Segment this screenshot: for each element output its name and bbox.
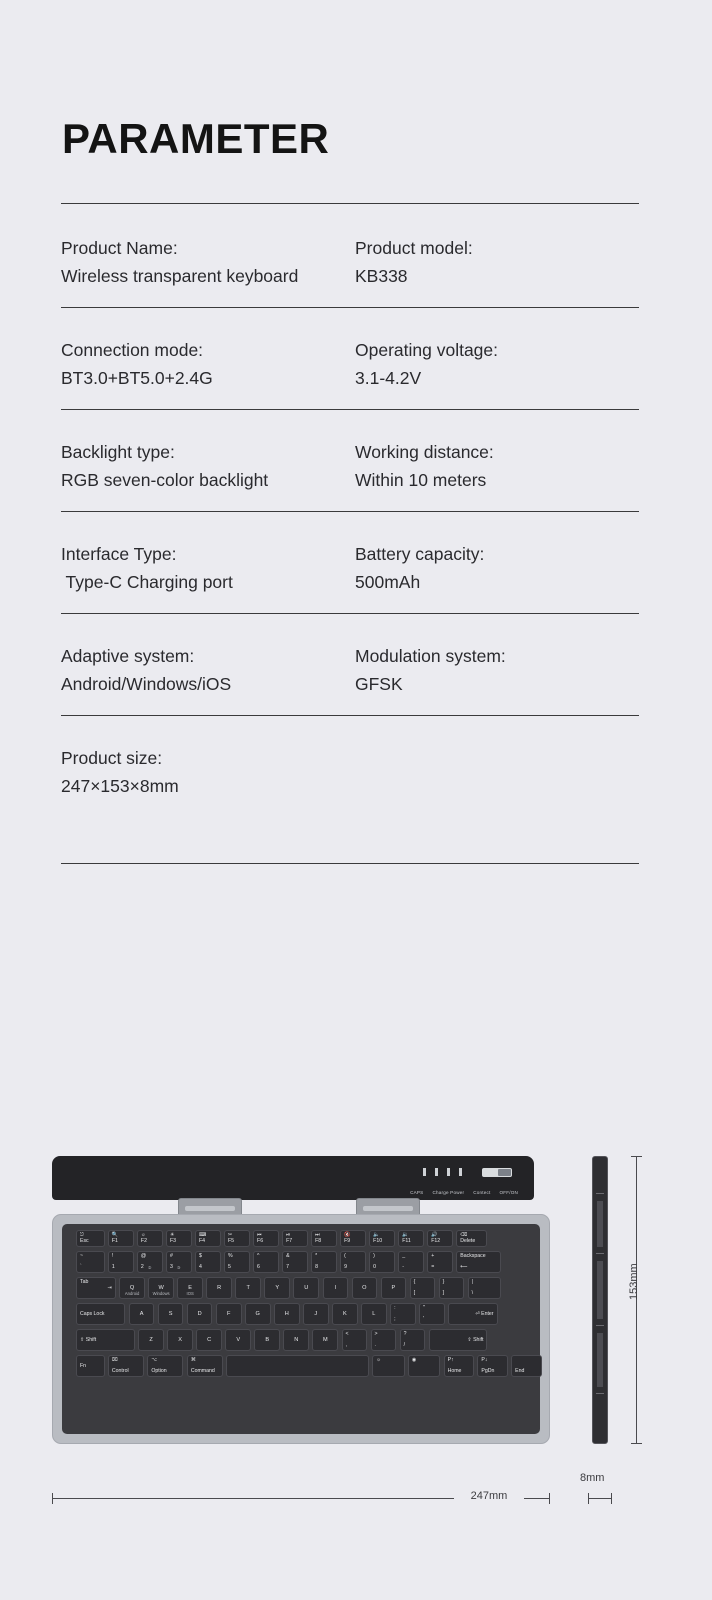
- key-legend-top: &: [286, 1253, 290, 1259]
- keyboard-key[interactable]: [456, 1230, 486, 1247]
- keyboard-key[interactable]: [206, 1277, 232, 1299]
- keyboard-key[interactable]: [147, 1355, 183, 1377]
- keyboard-key[interactable]: [372, 1355, 404, 1377]
- key-legend-bottom: F10: [373, 1237, 383, 1244]
- keyboard-row: [76, 1303, 498, 1325]
- spec-cell-right: [350, 234, 639, 307]
- keyboard-key[interactable]: [311, 1251, 337, 1273]
- keyboard-key[interactable]: [148, 1277, 174, 1299]
- key-legend-center: B: [265, 1337, 270, 1343]
- key-legend-top: 🔈: [373, 1232, 380, 1238]
- keyboard-key[interactable]: [235, 1277, 261, 1299]
- key-legend-bottom: [: [413, 1289, 416, 1296]
- keyboard-key[interactable]: [311, 1230, 337, 1247]
- key-legend-top: 🔉: [402, 1232, 409, 1238]
- spec-value: Type-C Charging port: [61, 572, 233, 593]
- key-legend-right: ⏎ Enter: [475, 1311, 494, 1317]
- keyboard-key[interactable]: [312, 1329, 338, 1351]
- spec-label: Modulation system:: [355, 646, 506, 666]
- keyboard-key[interactable]: [166, 1251, 192, 1273]
- key-legend-center: U: [304, 1285, 309, 1291]
- spec-cell-left: [61, 744, 350, 863]
- key-legend-bottom: F4: [198, 1237, 206, 1244]
- key-legend-right: ⇧ Shift: [467, 1337, 484, 1343]
- label-caps: CAPS: [410, 1190, 424, 1195]
- key-legend-top: 🔇: [344, 1232, 351, 1238]
- key-legend-bottom: ]: [442, 1289, 445, 1296]
- key-legend-top: ⏯: [286, 1232, 291, 1238]
- spec-table: [61, 206, 639, 864]
- keyboard-key[interactable]: [264, 1277, 290, 1299]
- key-legend-top: ⌧: [111, 1357, 118, 1363]
- key-legend-bottom: F6: [257, 1237, 264, 1244]
- keyboard-key[interactable]: [187, 1303, 213, 1325]
- dimension-thickness-label: 8mm: [580, 1472, 605, 1484]
- key-legend-top: }: [442, 1279, 445, 1285]
- key-legend-bottom: 3: [169, 1263, 173, 1270]
- key-legend-top: (: [344, 1253, 346, 1259]
- label-off-on: OFF/ON: [499, 1190, 518, 1195]
- key-legend-top: ☼: [376, 1357, 381, 1363]
- spec-cell-left: [61, 642, 350, 715]
- spec-label: Product model:: [355, 238, 473, 258]
- spec-label: Operating voltage:: [355, 340, 499, 360]
- key-legend-top: :: [394, 1305, 396, 1311]
- key-legend-center: H: [284, 1311, 289, 1317]
- key-legend-top: 🔊: [431, 1232, 438, 1238]
- keyboard-key[interactable]: [195, 1230, 221, 1247]
- keyboard-deck: [62, 1224, 540, 1434]
- spec-value: Wireless transparent keyboard: [61, 266, 299, 287]
- key-legend-top: #: [169, 1253, 173, 1259]
- spec-label: Product size:: [61, 748, 163, 768]
- keyboard-key[interactable]: [369, 1251, 395, 1273]
- key-legend-bottom: 7: [286, 1263, 289, 1270]
- keyboard-key[interactable]: [76, 1251, 105, 1273]
- key-legend-sub: IOS: [186, 1291, 194, 1296]
- key-legend-bottom: 5: [228, 1263, 231, 1270]
- keyboard-key[interactable]: [427, 1251, 453, 1273]
- key-legend-bottom: 4: [198, 1263, 202, 1270]
- keyboard-key[interactable]: [408, 1355, 440, 1377]
- key-legend-top: ⌨: [198, 1232, 207, 1238]
- keyboard-key[interactable]: [419, 1303, 445, 1325]
- key-legend-bottom: 1: [111, 1263, 115, 1270]
- keyboard-key[interactable]: [293, 1277, 319, 1299]
- key-legend-bottom: .: [374, 1341, 376, 1348]
- key-legend-center: R: [217, 1285, 222, 1291]
- key-legend-top: ⌫: [460, 1232, 468, 1238]
- keyboard-key[interactable]: [323, 1277, 349, 1299]
- key-legend-top: ): [373, 1253, 375, 1259]
- key-legend-sub: Windows: [152, 1291, 170, 1296]
- keyboard-key[interactable]: [129, 1303, 155, 1325]
- key-legend-center: L: [372, 1311, 376, 1317]
- keyboard-key[interactable]: [468, 1277, 501, 1299]
- key-legend-bottom: F5: [228, 1237, 235, 1244]
- key-legend-bottom: F1: [111, 1237, 118, 1244]
- table-row: [61, 512, 639, 614]
- key-legend-center: S: [168, 1311, 173, 1317]
- keyboard-key[interactable]: [511, 1355, 541, 1377]
- table-row: [61, 308, 639, 410]
- spec-cell-left: [61, 234, 350, 307]
- key-legend-top: ☀: [169, 1232, 175, 1238]
- spec-cell-left: [61, 540, 350, 613]
- spec-value: GFSK: [355, 674, 403, 695]
- key-legend-center: P: [391, 1285, 396, 1291]
- key-legend-bottom: PgDn: [481, 1367, 495, 1374]
- keyboard-key[interactable]: [427, 1230, 453, 1247]
- keyboard-key[interactable]: [254, 1329, 280, 1351]
- indicator-labels: [410, 1190, 518, 1195]
- key-legend-bottom: F11: [402, 1237, 411, 1244]
- key-legend-center: Y: [275, 1285, 280, 1291]
- keyboard-key[interactable]: [196, 1329, 222, 1351]
- key-legend-top: _: [402, 1253, 406, 1259]
- key-legend-top: ⌘: [190, 1357, 197, 1363]
- key-legend-bottom: 2: [140, 1263, 144, 1270]
- keyboard-key[interactable]: [177, 1277, 203, 1299]
- keyboard-key[interactable]: [400, 1329, 426, 1351]
- spec-label: Backlight type:: [61, 442, 175, 462]
- key-legend-top: ◉: [411, 1357, 417, 1363]
- key-legend-top: ⌥: [151, 1357, 158, 1363]
- keyboard-key[interactable]: [108, 1251, 134, 1273]
- key-legend-bottom: End: [515, 1367, 525, 1374]
- key-legend-top: Tab: [80, 1279, 89, 1285]
- keyboard-key[interactable]: [226, 1355, 369, 1377]
- key-legend-top: !: [111, 1253, 114, 1259]
- keyboard-key[interactable]: [76, 1277, 116, 1299]
- keyboard-key[interactable]: [381, 1277, 407, 1299]
- keyboard-row: [76, 1329, 487, 1351]
- power-switch[interactable]: [482, 1168, 512, 1177]
- keyboard-key[interactable]: [340, 1251, 366, 1273]
- spec-value: 500mAh: [355, 572, 421, 593]
- key-legend-center: A: [139, 1311, 144, 1317]
- table-row: [61, 206, 639, 308]
- key-legend-center: Z: [149, 1337, 153, 1343]
- dimension-line-thickness: [588, 1498, 612, 1499]
- key-legend-bottom: F2: [140, 1237, 147, 1244]
- key-legend-bottom: 0: [373, 1263, 377, 1270]
- spec-value: 247×153×8mm: [61, 776, 179, 797]
- keyboard-key[interactable]: [195, 1251, 221, 1273]
- keyboard-key[interactable]: [456, 1251, 501, 1273]
- spec-cell-right: [350, 642, 639, 715]
- product-illustration: [0, 1140, 712, 1540]
- key-legend-center: I: [334, 1285, 337, 1291]
- key-legend-top: P↑: [447, 1357, 454, 1363]
- keyboard-key[interactable]: [303, 1303, 329, 1325]
- keyboard-key[interactable]: [340, 1230, 366, 1247]
- keyboard-key[interactable]: [158, 1303, 184, 1325]
- key-legend-center: O: [362, 1285, 367, 1291]
- keyboard-body: [52, 1214, 550, 1444]
- key-legend-left: ⇧ Shift: [80, 1337, 97, 1343]
- keyboard-key[interactable]: [398, 1251, 424, 1273]
- key-legend-center: Q: [129, 1285, 135, 1291]
- keyboard-key[interactable]: [76, 1329, 135, 1351]
- key-legend-top: >: [374, 1331, 378, 1337]
- spec-label: Battery capacity:: [355, 544, 485, 564]
- keyboard-key[interactable]: [119, 1277, 145, 1299]
- keyboard-top-panel: [52, 1156, 534, 1200]
- label-contect: Contect: [473, 1190, 491, 1195]
- keyboard-key[interactable]: [224, 1251, 250, 1273]
- keyboard-key[interactable]: [76, 1303, 125, 1325]
- key-legend-bottom: =: [431, 1263, 435, 1270]
- key-legend-bottom: F9: [344, 1237, 351, 1244]
- key-legend-top: ?: [403, 1331, 407, 1337]
- label-charge-power: Charge Power: [432, 1190, 465, 1195]
- keyboard-key[interactable]: [369, 1230, 395, 1247]
- keyboard-key[interactable]: [439, 1277, 465, 1299]
- key-legend-top: $: [198, 1253, 202, 1259]
- keyboard-key[interactable]: [332, 1303, 358, 1325]
- title-divider: [61, 203, 639, 204]
- key-legend-sub: ②: [147, 1265, 152, 1270]
- keyboard-key[interactable]: [138, 1329, 164, 1351]
- keyboard-key[interactable]: [371, 1329, 397, 1351]
- key-legend-center: D: [197, 1311, 202, 1317]
- key-legend-bottom: Control: [111, 1367, 129, 1374]
- key-legend-bottom: `: [80, 1263, 82, 1270]
- keyboard-row: [76, 1355, 542, 1377]
- key-legend-top: 🔍: [111, 1232, 119, 1238]
- key-legend-bottom: Option: [151, 1367, 167, 1374]
- key-legend-top: @: [140, 1253, 147, 1259]
- keyboard-key[interactable]: [410, 1277, 436, 1299]
- key-legend-top: ✂: [228, 1232, 233, 1238]
- keyboard-key[interactable]: [342, 1329, 368, 1351]
- keyboard-key[interactable]: [477, 1355, 507, 1377]
- key-legend-bottom: F8: [315, 1237, 322, 1244]
- keyboard-key[interactable]: [390, 1303, 416, 1325]
- keyboard-key[interactable]: [187, 1355, 223, 1377]
- key-legend-bottom: F7: [286, 1237, 293, 1244]
- key-legend-top: {: [413, 1279, 416, 1285]
- keyboard-key[interactable]: [166, 1230, 192, 1247]
- keyboard-row: [76, 1230, 487, 1247]
- spec-cell-right: [350, 336, 639, 409]
- keyboard-key[interactable]: [224, 1230, 250, 1247]
- key-legend-top: ^: [257, 1253, 260, 1259]
- spec-label: Product Name:: [61, 238, 178, 258]
- key-legend-top: +: [431, 1253, 435, 1259]
- key-legend-bottom: ,: [345, 1341, 347, 1348]
- spec-value: Android/Windows/iOS: [61, 674, 232, 695]
- keyboard-key[interactable]: [253, 1230, 279, 1247]
- key-legend-top: ⏮: [257, 1232, 262, 1238]
- spec-cell-left: [61, 336, 350, 409]
- keyboard-side-view: [592, 1156, 608, 1444]
- key-legend-left: Caps Lock: [80, 1311, 105, 1317]
- keyboard-row: [76, 1251, 501, 1273]
- key-legend-bottom: Command: [190, 1367, 215, 1374]
- key-legend-top: %: [228, 1253, 233, 1259]
- key-legend-bottom: F3: [169, 1237, 177, 1244]
- spec-cell-right: [350, 744, 639, 863]
- key-legend-center: F: [226, 1311, 231, 1317]
- spec-label: Interface Type:: [61, 544, 177, 564]
- spec-label: Adaptive system:: [61, 646, 195, 666]
- key-legend-bottom: -: [402, 1263, 404, 1270]
- page-title: PARAMETER: [62, 115, 330, 162]
- key-legend-top: Backspace: [460, 1253, 486, 1259]
- key-legend-center: X: [178, 1337, 182, 1343]
- keyboard-key[interactable]: [282, 1251, 308, 1273]
- key-legend-center: C: [207, 1337, 212, 1343]
- key-legend-top: ⏭: [315, 1232, 320, 1238]
- key-legend-bottom: 6: [257, 1263, 260, 1270]
- spec-cell-right: [350, 438, 639, 511]
- key-legend-top: ~: [80, 1253, 84, 1259]
- keyboard-key[interactable]: [444, 1355, 474, 1377]
- keyboard-key[interactable]: [225, 1329, 251, 1351]
- key-legend-bottom: Home: [447, 1367, 462, 1374]
- key-legend-bottom: ⟵: [460, 1263, 468, 1270]
- key-legend-bottom: 8: [315, 1263, 318, 1270]
- keyboard-key[interactable]: [274, 1303, 300, 1325]
- spec-value: KB338: [355, 266, 408, 287]
- key-legend-center: T: [246, 1285, 250, 1291]
- keyboard-key[interactable]: [108, 1230, 134, 1247]
- key-legend-bottom: ': [423, 1315, 425, 1322]
- key-legend-top: P↓: [481, 1357, 488, 1363]
- key-legend-center: M: [322, 1337, 328, 1343]
- key-legend-left: Fn: [80, 1363, 87, 1369]
- key-legend-bottom: Esc: [80, 1237, 89, 1244]
- spec-cell-right: [350, 540, 639, 613]
- keyboard-key[interactable]: [253, 1251, 279, 1273]
- key-legend-right: ⇥: [107, 1285, 112, 1291]
- keyboard-key[interactable]: [283, 1329, 309, 1351]
- key-legend-bottom: Delete: [460, 1237, 476, 1244]
- keyboard-key[interactable]: [76, 1230, 105, 1247]
- key-legend-bottom: ;: [394, 1315, 396, 1322]
- key-legend-center: W: [158, 1285, 164, 1291]
- keyboard-key[interactable]: [167, 1329, 193, 1351]
- table-row: [61, 716, 639, 864]
- key-legend-top: *: [315, 1253, 318, 1259]
- key-legend-center: K: [342, 1311, 347, 1317]
- keyboard-key[interactable]: [245, 1303, 271, 1325]
- spec-value: 3.1-4.2V: [355, 368, 422, 389]
- keyboard-row: [76, 1277, 501, 1299]
- key-legend-sub: Android: [124, 1291, 140, 1296]
- key-legend-center: E: [188, 1285, 193, 1291]
- spec-label: Connection mode:: [61, 340, 204, 360]
- keyboard-key[interactable]: [137, 1251, 163, 1273]
- keyboard-key[interactable]: [448, 1303, 497, 1325]
- keyboard-key[interactable]: [282, 1230, 308, 1247]
- keyboard-key[interactable]: [76, 1355, 105, 1377]
- table-row: [61, 614, 639, 716]
- keyboard-key[interactable]: [398, 1230, 424, 1247]
- dimension-width-label: 247mm: [454, 1490, 524, 1502]
- keyboard-key[interactable]: [352, 1277, 378, 1299]
- spec-value: BT3.0+BT5.0+2.4G: [61, 368, 213, 389]
- key-legend-center: N: [294, 1337, 299, 1343]
- key-legend-bottom: 9: [344, 1263, 348, 1270]
- key-legend-sub: ③: [176, 1265, 181, 1270]
- keyboard-key[interactable]: [137, 1230, 163, 1247]
- key-legend-top: |: [471, 1279, 474, 1285]
- dimension-line-height: [636, 1156, 637, 1444]
- dimension-height-label: 153mm: [628, 1263, 640, 1300]
- keyboard-key[interactable]: [216, 1303, 242, 1325]
- key-legend-bottom: \: [471, 1289, 474, 1296]
- key-legend-center: J: [314, 1311, 318, 1317]
- key-legend-center: V: [236, 1337, 241, 1343]
- key-legend-center: G: [255, 1311, 260, 1317]
- key-legend-top: <: [345, 1331, 349, 1337]
- spec-cell-left: [61, 438, 350, 511]
- key-legend-top: ☼: [140, 1232, 146, 1238]
- spec-label: Working distance:: [355, 442, 494, 462]
- key-legend-top: ": [423, 1305, 425, 1311]
- key-legend-top: ⎋: [80, 1232, 85, 1238]
- indicator-leds: [423, 1168, 462, 1176]
- spec-value: RGB seven-color backlight: [61, 470, 269, 491]
- keyboard-key[interactable]: [429, 1329, 488, 1351]
- keyboard-key[interactable]: [108, 1355, 144, 1377]
- keyboard-key[interactable]: [361, 1303, 387, 1325]
- spec-value: Within 10 meters: [355, 470, 487, 491]
- key-legend-bottom: /: [403, 1341, 406, 1348]
- key-legend-bottom: F12: [431, 1237, 441, 1244]
- table-row: [61, 410, 639, 512]
